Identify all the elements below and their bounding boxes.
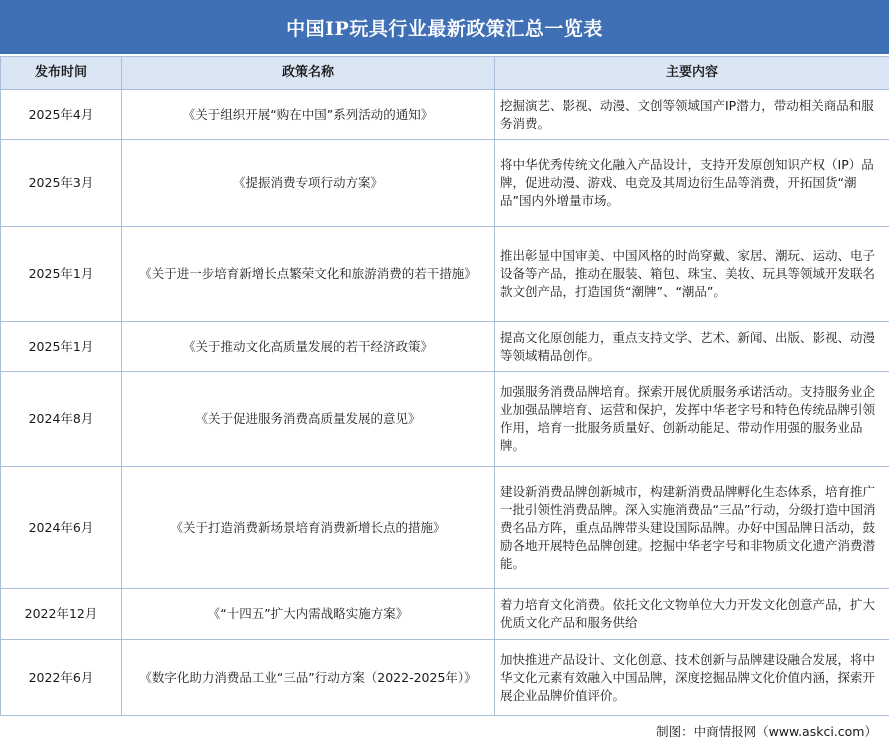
cell-content: 建设新消费品牌创新城市，构建新消费品牌孵化生态体系，培育推广一批引领性消费品牌。深入实施消费品“三品”行动，分级打造中国消费名品方阵，重点品牌带头建设国际品牌。办好中国品牌日活动，鼓励各地开展特色品牌创建。挖掘中华老字号和非物质文化遗产消费潜能。	[495, 467, 889, 589]
column-header-policy-name: 政策名称	[122, 57, 495, 90]
table-row	[1, 640, 889, 716]
table-row	[1, 227, 889, 322]
cell-date: 2024年6月	[1, 467, 122, 589]
cell-content: 挖掘演艺、影视、动漫、文创等领域国产IP潜力，带动相关商品和服务消费。	[495, 90, 889, 140]
cell-date: 2025年1月	[1, 322, 122, 372]
cell-policy-name: 《关于进一步培育新增长点繁荣文化和旅游消费的若干措施》	[122, 227, 495, 322]
policy-table	[0, 56, 889, 716]
cell-date: 2025年4月	[1, 90, 122, 140]
cell-policy-name: 《关于促进服务消费高质量发展的意见》	[122, 372, 495, 467]
column-header-content: 主要内容	[495, 57, 889, 90]
cell-date: 2025年3月	[1, 140, 122, 227]
table-row	[1, 140, 889, 227]
cell-policy-name: 《关于推动文化高质量发展的若干经济政策》	[122, 322, 495, 372]
table-row	[1, 372, 889, 467]
source-credit: 制图：中商情报网（www.askci.com）	[656, 724, 877, 739]
cell-content: 将中华优秀传统文化融入产品设计，支持开发原创知识产权（IP）品牌，促进动漫、游戏、电竞及其周边衍生品等消费，开拓国货“潮品”国内外增量市场。	[495, 140, 889, 227]
cell-content: 加强服务消费品牌培育。探索开展优质服务承诺活动。支持服务业企业加强品牌培育、运营和保护，发挥中华老字号和特色传统品牌引领作用，培育一批服务质量好、创新动能足、带动作用强的服务业品牌。	[495, 372, 889, 467]
table-row	[1, 589, 889, 640]
cell-content: 加快推进产品设计、文化创意、技术创新与品牌建设融合发展，将中华文化元素有效融入中国品牌，深度挖掘品牌文化价值内涵，探索开展企业品牌价值评价。	[495, 640, 889, 716]
cell-content: 提高文化原创能力，重点支持文学、艺术、新闻、出版、影视、动漫等领域精品创作。	[495, 322, 889, 372]
cell-date: 2024年8月	[1, 372, 122, 467]
column-header-date: 发布时间	[1, 57, 122, 90]
cell-policy-name: 《数字化助力消费品工业“三品”行动方案（2022-2025年）》	[122, 640, 495, 716]
cell-policy-name: 《提振消费专项行动方案》	[122, 140, 495, 227]
cell-policy-name: 《关于打造消费新场景培育消费新增长点的措施》	[122, 467, 495, 589]
table-header-row	[1, 57, 889, 90]
page-title: 中国IP玩具行业最新政策汇总一览表	[0, 0, 889, 54]
cell-date: 2025年1月	[1, 227, 122, 322]
cell-date: 2022年12月	[1, 589, 122, 640]
table-row	[1, 322, 889, 372]
cell-content: 着力培育文化消费。依托文化文物单位大力开发文化创意产品，扩大优质文化产品和服务供给	[495, 589, 889, 640]
cell-content: 推出彰显中国审美、中国风格的时尚穿戴、家居、潮玩、运动、电子设备等产品，推动在服装、箱包、珠宝、美妆、玩具等领域开发联名款文创产品，打造国货“潮牌”、“潮品”。	[495, 227, 889, 322]
cell-policy-name: 《“十四五”扩大内需战略实施方案》	[122, 589, 495, 640]
cell-date: 2022年6月	[1, 640, 122, 716]
table-row	[1, 467, 889, 589]
cell-policy-name: 《关于组织开展“购在中国”系列活动的通知》	[122, 90, 495, 140]
table-row	[1, 90, 889, 140]
